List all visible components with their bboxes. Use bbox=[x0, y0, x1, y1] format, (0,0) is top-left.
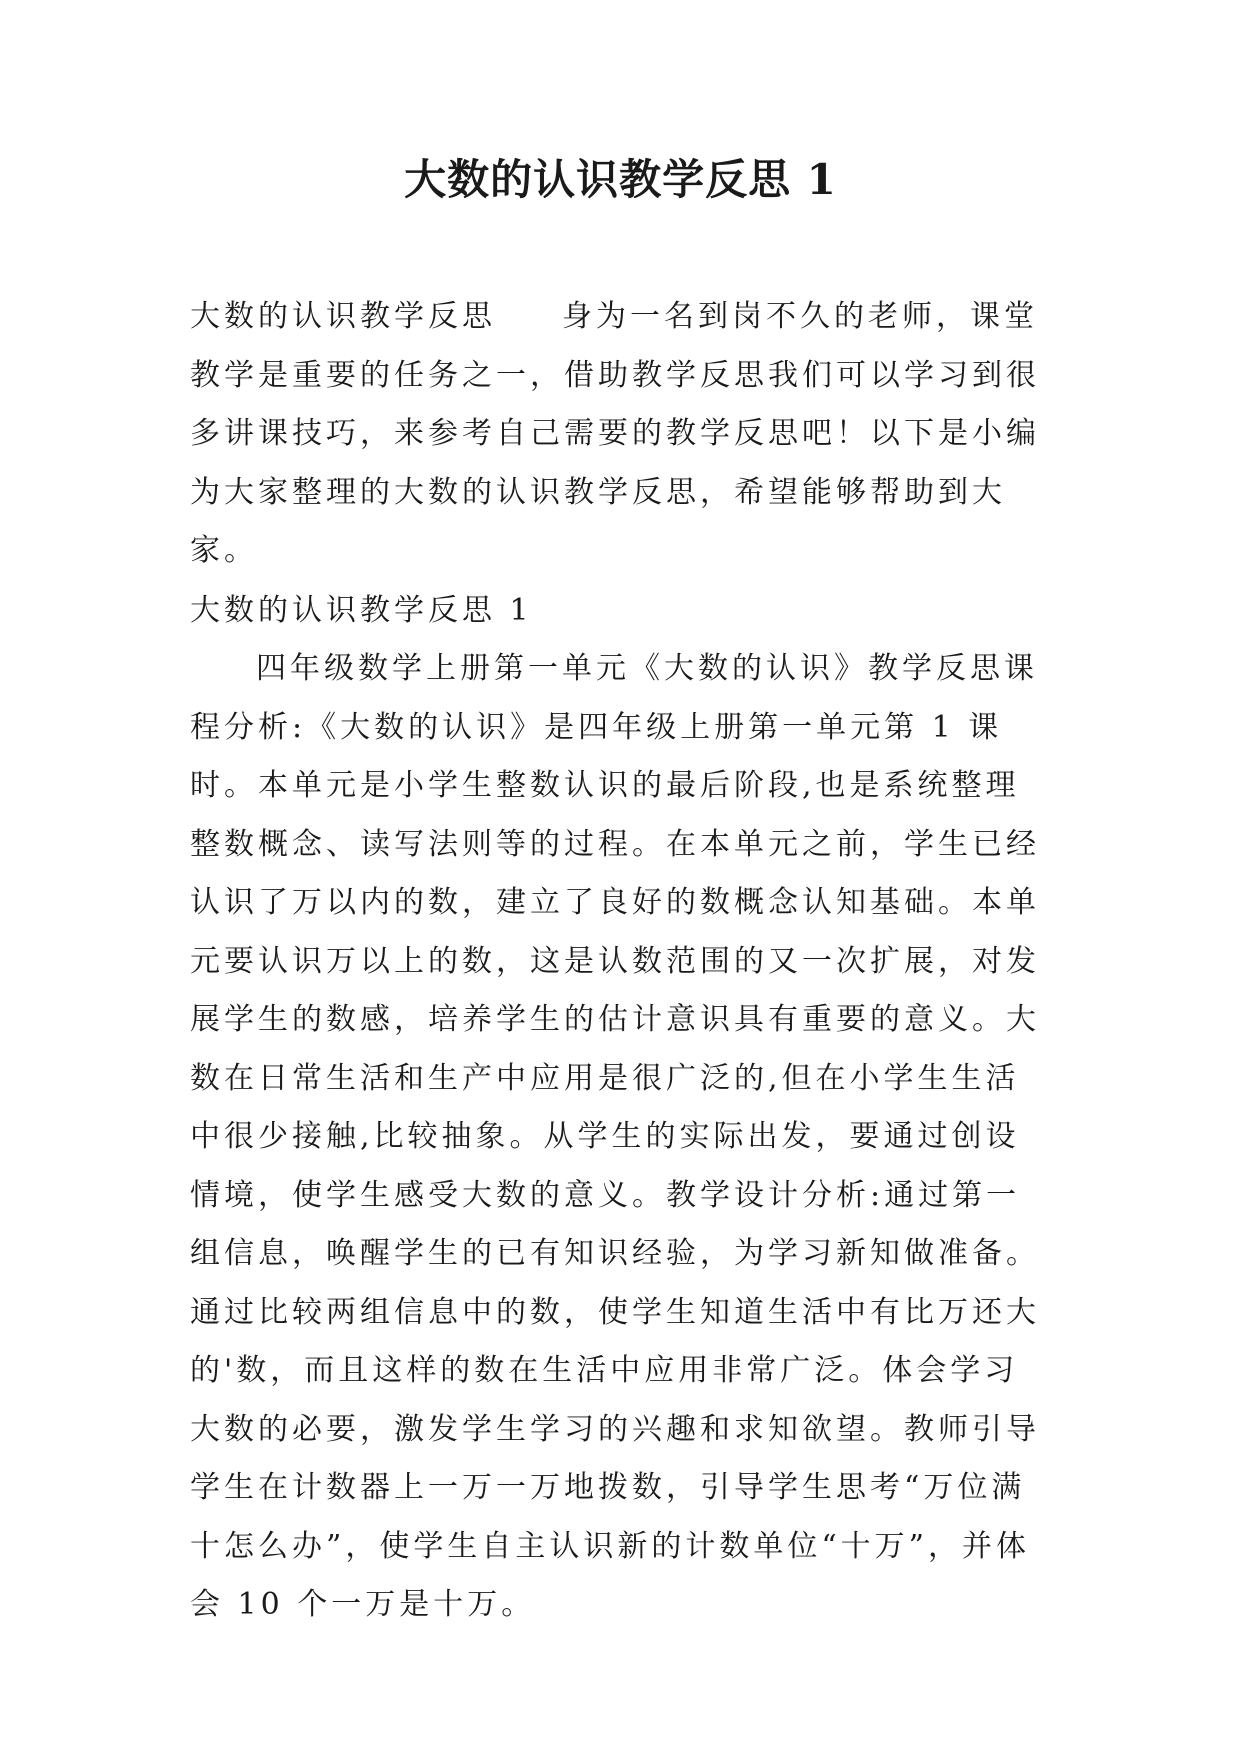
section-body-paragraph: 四年级数学上册第一单元《大数的认识》教学反思课程分析:《大数的认识》是四年级上册第一单元第 1 课时。本单元是小学生整数认识的最后阶段,也是系统整理整数概念、读写法则等的过程。在本单元之前，学生已经认识了万以内的数，建立了良好的数概念认知基础。本单元要认识万以上的数，这是认数范围的又一次扩展，对发展学生的数感，培养学生的估计意识具有重要的意义。大数在日常生活和生产中应用是很广泛的,但在小学生生活中很少接触,比较抽象。从学生的实际出发，要通过创设情境，使学生感受大数的意义。教学设计分析:通过第一组信息，唤醒学生的已有知识经验，为学习新知做准备。通过比较两组信息中的数，使学生知道生活中有比万还大的'数，而且这样的数在生活中应用非常广泛。体会学习大数的必要，激发学生学习的兴趣和求知欲望。教师引导学生在计数器上一万一万地拨数，引导学生思考“万位满十怎么办”，使学生自主认识新的计数单位“十万”，并体会 10 个一万是十万。 bbox=[190, 651, 1040, 1622]
intro-paragraph bbox=[190, 288, 1052, 581]
page-title: 大数的认识教学反思 1 bbox=[404, 155, 837, 204]
section-heading: 大数的认识教学反思 1 bbox=[190, 593, 533, 628]
intro-lead: 大数的认识教学反思 bbox=[190, 299, 496, 334]
intro-text: 身为一名到岗不久的老师，课堂教学是重要的任务之一，借助教学反思我们可以学习到很多讲课技巧，来参考自己需要的教学反思吧！以下是小编为大家整理的大数的认识教学反思，希望能够帮助到大家。 bbox=[190, 299, 1040, 568]
